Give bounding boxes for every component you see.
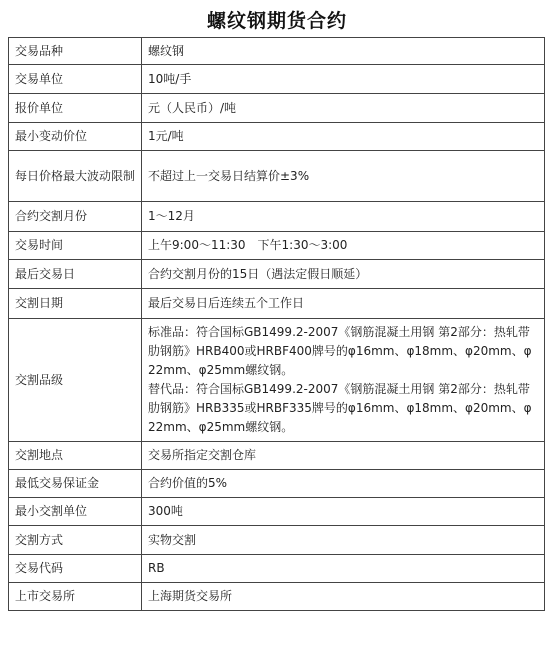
row-label: 交割日期	[9, 289, 142, 319]
row-label: 上市交易所	[9, 583, 142, 611]
table-row	[9, 442, 545, 470]
page-title: 螺纹钢期货合约	[206, 10, 347, 32]
row-label: 交割方式	[9, 526, 142, 555]
table-row	[9, 94, 545, 123]
row-label: 报价单位	[9, 94, 142, 123]
row-label: 最后交易日	[9, 260, 142, 289]
row-value: 300吨	[142, 498, 545, 526]
row-value: 螺纹钢	[142, 38, 545, 65]
table-row	[9, 526, 545, 555]
row-value	[142, 319, 545, 442]
substitute-grade-text: 替代品：符合国标GB1499.2-2007《钢筋混凝土用钢 第2部分：热轧带肋钢筋》HRB335或HRBF335牌号的φ16mm、φ18mm、φ20mm、φ22mm、φ25mm螺纹钢。	[148, 382, 532, 434]
row-value: 10吨/手	[142, 65, 545, 94]
table-row	[9, 151, 545, 202]
table-row	[9, 498, 545, 526]
table-row	[9, 289, 545, 319]
row-label: 最小交割单位	[9, 498, 142, 526]
row-label: 交割地点	[9, 442, 142, 470]
row-label: 合约交割月份	[9, 202, 142, 232]
row-value: RB	[142, 555, 545, 583]
row-label: 交易时间	[9, 232, 142, 260]
table-row	[9, 232, 545, 260]
table-row	[9, 319, 545, 442]
row-value: 元（人民币）/吨	[142, 94, 545, 123]
row-value: 合约交割月份的15日（遇法定假日顺延）	[142, 260, 545, 289]
row-value: 上海期货交易所	[142, 583, 545, 611]
table-row	[9, 470, 545, 498]
row-label: 交割品级	[9, 319, 142, 442]
row-value: 实物交割	[142, 526, 545, 555]
row-label: 最低交易保证金	[9, 470, 142, 498]
standard-grade-text: 标准品：符合国标GB1499.2-2007《钢筋混凝土用钢 第2部分：热轧带肋钢筋》HRB400或HRBF400牌号的φ16mm、φ18mm、φ20mm、φ22mm、φ25mm螺纹钢。	[148, 325, 532, 377]
table-row	[9, 38, 545, 65]
row-label: 交易单位	[9, 65, 142, 94]
table-row	[9, 555, 545, 583]
table-row	[9, 65, 545, 94]
contract-spec-table	[8, 37, 545, 611]
row-value: 1～12月	[142, 202, 545, 232]
row-label: 最小变动价位	[9, 123, 142, 151]
row-label: 交易品种	[9, 38, 142, 65]
row-value: 交易所指定交割仓库	[142, 442, 545, 470]
row-value: 不超过上一交易日结算价±3%	[142, 151, 545, 202]
table-row	[9, 202, 545, 232]
table-row	[9, 583, 545, 611]
row-value: 上午9:00～11:30 下午1:30～3:00	[142, 232, 545, 260]
table-row	[9, 260, 545, 289]
row-label: 每日价格最大波动限制	[9, 151, 142, 202]
row-value: 合约价值的5%	[142, 470, 545, 498]
table-row	[9, 123, 545, 151]
row-value: 最后交易日后连续五个工作日	[142, 289, 545, 319]
row-label: 交易代码	[9, 555, 142, 583]
row-value: 1元/吨	[142, 123, 545, 151]
